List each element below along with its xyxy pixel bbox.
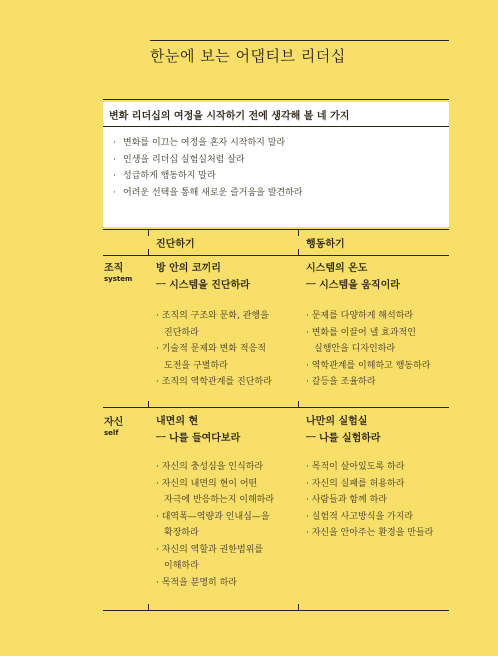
list-item: · 역학관계를 이해하고 행동하라 [306, 360, 431, 371]
table-header-rule [103, 255, 449, 256]
page-title: 한눈에 보는 어댑티브 리더십 [150, 47, 346, 65]
bullet-mark: · [113, 138, 116, 148]
cell-title: 내면의 현 [156, 416, 199, 427]
cell-title: 시스템의 온도 [306, 263, 368, 274]
column-tick [298, 249, 299, 256]
list-item: 자극에 반응하는지 이해하라 [164, 495, 275, 505]
intro-list-item: · 어려운 선택을 통해 새로운 즐거움을 발견하라 [113, 185, 303, 202]
column-tick [148, 249, 149, 256]
list-item: · 문제를 다양하게 해석하라 [306, 311, 414, 321]
column-tick [298, 229, 299, 236]
list-item: 확장하라 [164, 528, 199, 538]
cell-self-act [306, 413, 433, 542]
title-top-rule [150, 40, 449, 41]
bullet-mark: · [113, 187, 116, 198]
column-header-diagnose: 진단하기 [156, 239, 195, 250]
bullet-mark: · [113, 154, 116, 165]
bullet-mark: · [113, 171, 116, 181]
intro-box-divider [103, 126, 449, 127]
intro-list-item: · 성급하게 행동하지 말라 [113, 168, 303, 185]
column-header-act: 행동하기 [306, 239, 345, 250]
intro-box [103, 102, 449, 227]
row-label: 자신 [104, 417, 124, 428]
list-item: 이해하라 [164, 561, 199, 571]
list-item: · 자신의 실패를 허용하라 [306, 478, 405, 489]
row-label-system [104, 262, 132, 284]
cell-self-diagnose [156, 413, 274, 591]
list-item: 실행안을 디자인하라 [314, 344, 396, 354]
cell-title: 나만의 실험실 [306, 416, 368, 427]
cell-system-act [306, 260, 430, 391]
table-top-rule [103, 229, 449, 230]
cell-list [306, 308, 430, 391]
intro-box-list [113, 135, 303, 201]
cell-list [156, 308, 272, 391]
cell-subtitle: ㅡ 시스템을 진단하라 [156, 280, 250, 291]
intro-list-item: · 변화를 이끄는 여정을 혼자 시작하지 말라 [113, 135, 303, 152]
table-bottom-rule [103, 610, 449, 611]
list-item: · 자신의 역할과 권한범위를 [156, 544, 264, 555]
list-item: · 목적을 분명히 하라 [156, 577, 237, 588]
cell-system-diagnose [156, 260, 272, 391]
list-item: · 자신의 충성심을 인식하라 [156, 462, 264, 472]
list-item: · 사람들과 함께 하라 [306, 495, 387, 505]
cell-subtitle: ㅡ 나를 실험하라 [306, 433, 381, 444]
cell-subtitle: ㅡ 나를 들여다보라 [156, 433, 241, 444]
list-item: · 자신을 안아주는 환경을 만들라 [306, 528, 434, 538]
list-item: · 목적이 살아있도록 하라 [306, 462, 405, 472]
column-tick [148, 229, 149, 236]
list-item: · 기술적 문제와 변화 적응적 [156, 344, 266, 354]
intro-list-item: · 인생을 리더십 실험실처럼 살라 [113, 152, 303, 169]
list-item: 도전을 구별하라 [164, 360, 228, 371]
list-item: · 실험적 사고방식을 가지라 [306, 511, 414, 522]
list-item: · 자신의 내면의 현이 어떤 [156, 478, 258, 489]
cell-list [156, 459, 274, 591]
row-label: 조직 [104, 263, 124, 274]
row-label-self [104, 416, 123, 438]
row-sublabel: self [104, 429, 119, 437]
list-item: · 조직의 구조와 문화, 관행을 [156, 311, 269, 321]
intro-box-heading: 변화 리더십의 여정을 시작하기 전에 생각해 볼 네 가지 [109, 111, 350, 122]
row-divider [103, 407, 449, 408]
list-item: 진단하라 [164, 327, 199, 338]
row-sublabel: system [104, 275, 133, 283]
list-item: · 변화를 이끌어 낼 효과적인 [306, 327, 416, 338]
title-bottom-rule [103, 99, 449, 100]
list-item: · 조직의 역학관계를 진단하라 [156, 377, 272, 387]
list-item: · 대역폭—역량과 인내심—을 [156, 511, 270, 522]
cell-list [306, 459, 433, 542]
cell-subtitle: ㅡ 시스템을 움직이라 [306, 280, 400, 291]
list-item: · 갈등을 조율하라 [306, 377, 376, 387]
cell-title: 방 안의 코끼리 [156, 263, 221, 274]
